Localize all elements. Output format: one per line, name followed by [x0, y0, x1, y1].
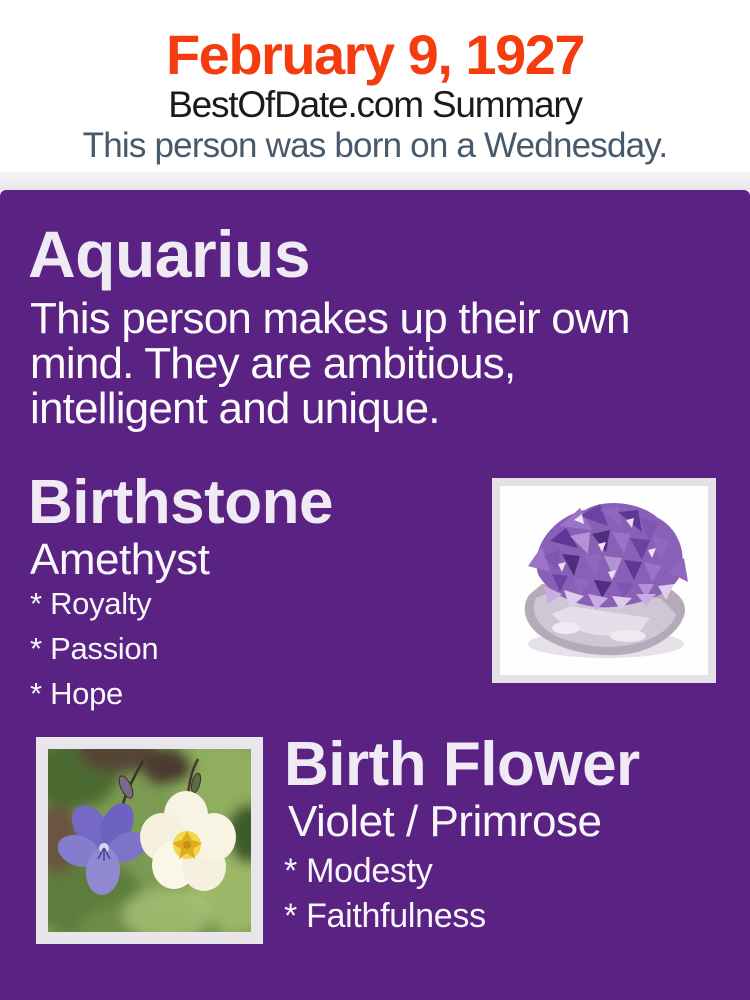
violet-primrose-photo-illustration: [48, 749, 251, 932]
birthstone-trait: * Passion: [30, 631, 159, 666]
zodiac-description-line: mind. They are ambitious,: [30, 339, 516, 388]
zodiac-sign-heading: Aquarius: [28, 217, 311, 291]
birthstone-photo: [492, 478, 716, 683]
amethyst-photo-illustration: [500, 486, 708, 675]
zodiac-description-line: This person makes up their own: [30, 294, 630, 343]
divider-band: [0, 172, 750, 190]
birth-flower-photo: [36, 737, 263, 944]
birthstone-heading: Birthstone: [28, 468, 333, 537]
birth-flower-name: Violet / Primrose: [288, 797, 602, 846]
details-panel: [0, 190, 750, 1000]
birthstone-trait: * Royalty: [30, 586, 152, 621]
weekday-line: This person was born on a Wednesday.: [82, 126, 668, 165]
birthstone-trait: * Hope: [30, 676, 123, 711]
birth-flower-trait: * Modesty: [284, 852, 433, 890]
page-title-date: February 9, 1927: [165, 23, 585, 86]
birthstone-name: Amethyst: [30, 535, 210, 584]
birth-flower-trait: * Faithfulness: [284, 897, 486, 935]
birth-flower-heading: Birth Flower: [284, 730, 640, 799]
site-summary-label: BestOfDate.com Summary: [168, 84, 582, 125]
zodiac-description-line: intelligent and unique.: [30, 384, 440, 433]
